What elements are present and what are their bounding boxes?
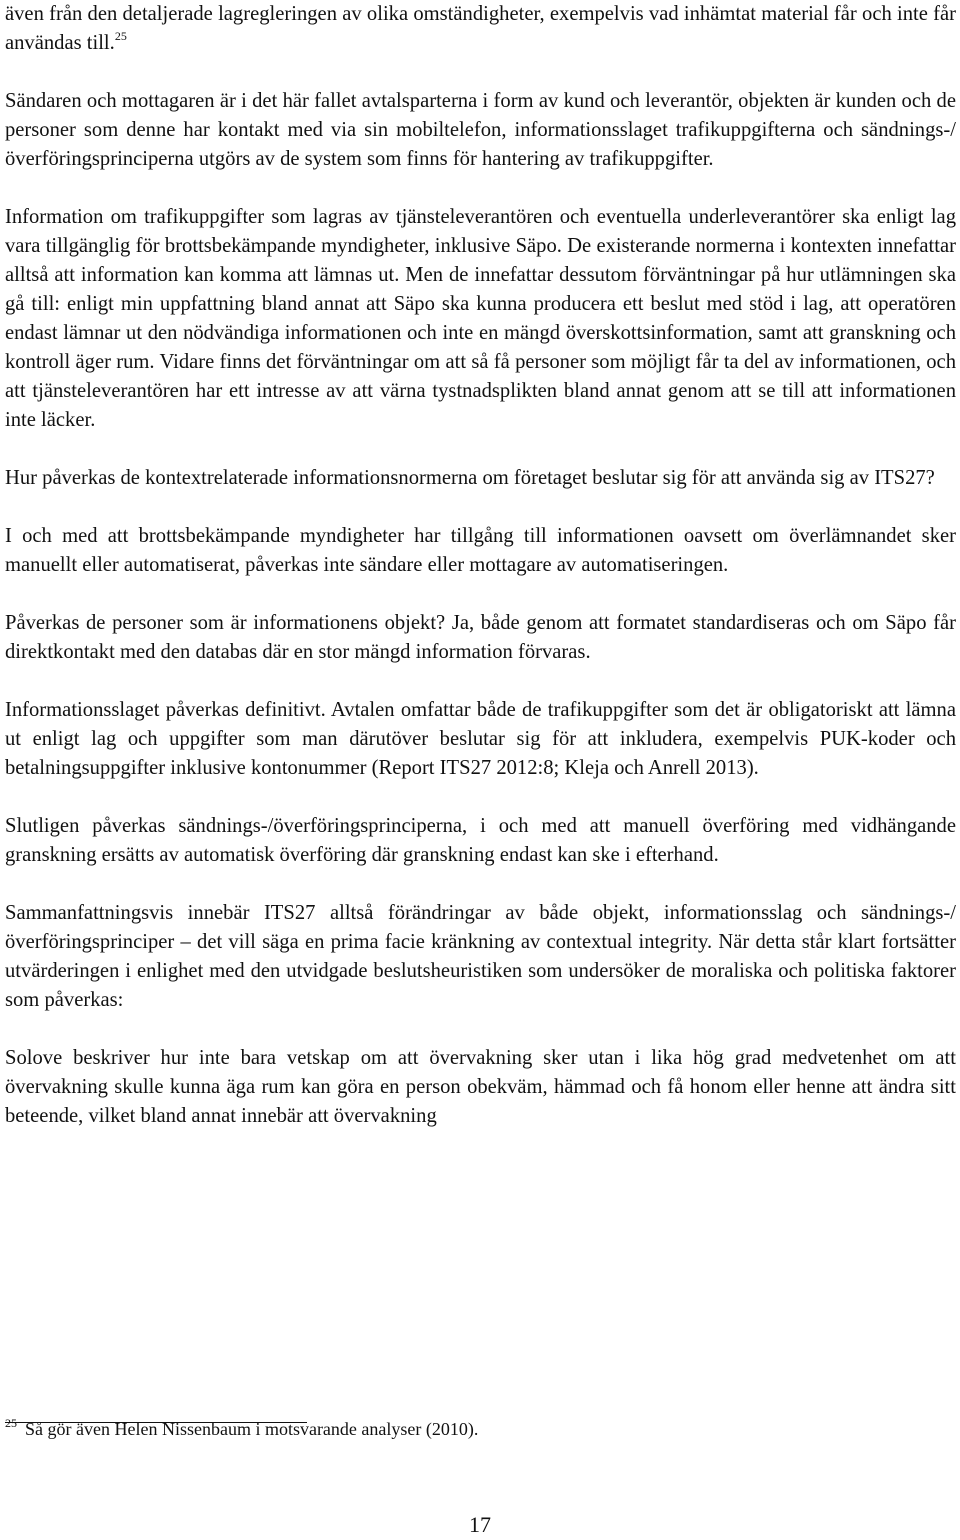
paragraph-information-norms: Information om trafikuppgifter som lagras av tjänsteleverantören och eventuella underleverantörer ska enligt lag vara tillgänglig för brottsbekämpande myndigheter, inklusive Säpo. De existerande normerna i kontexten innefattar alltså att information kan komma att lämnas ut. Men de innefattar dessutom förväntningar på hur utlämningen ska gå till: enligt min uppfattning bland annat att Säpo ska kunna producera ett beslut med stöd i lag, att operatören endast lämnar ut den nödvändiga informationen och inte en mängd överskottsinformation, samt att granskning och kontroll äger rum. Vidare finns det förväntningar om att så få personer som möjligt får ta del av informationen, och att tjänsteleverantören har ett intresse av att värna tystnadsplikten bland annat genom att se till att informationen inte läcker. (5, 206, 956, 431)
page-body (5, 0, 956, 1131)
paragraph-summary: Sammanfattningsvis innebär ITS27 alltså förändringar av både objekt, informationsslag och sändnings-/överföringsprinciper – det vill säga en prima facie kränkning av contextual integrity. När detta står klart fortsätter utvärderingen i enlighet med den utvidgade beslutsheuristiken som undersöker de moraliska och politiska faktorer som påverkas: (5, 902, 956, 1011)
paragraph-continuation: även från den detaljerade lagregleringen av olika omständigheter, exempelvis vad inhämtat material får och inte får användas till.$^{25}$ (5, 3, 956, 54)
footnote-number: 25 (5, 1416, 17, 1430)
footnote (5, 1410, 478, 1442)
footnote-text: Så gör även Helen Nissenbaum i motsvarande analyser (2010). (25, 1419, 479, 1439)
footnote-reference[interactable]: 25 (114, 29, 127, 43)
paragraph-parties: Sändaren och mottagaren är i det här fallet avtalsparterna i form av kund och leverantör, objekten är kunden och de personer som denne har kontakt med via sin mobiltelefon, informationsslaget trafikuppgifterna och sändnings-/överföringsprinciperna utgörs av de system som finns för hantering av trafikuppgifter. (5, 90, 956, 170)
paragraph-objects: Påverkas de personer som är informationens objekt? Ja, både genom att formatet standardiseras och om Säpo får direktkontakt med den databas där en stor mängd information förvaras. (5, 612, 956, 663)
paragraph-sender-receiver: I och med att brottsbekämpande myndigheter har tillgång till informationen oavsett om överlämnandet sker manuellt eller automatiserat, påverkas inte sändare eller mottagare av automatiseringen. (5, 525, 956, 576)
page-number: 17 (469, 1512, 491, 1537)
paragraph-information-type: Informationsslaget påverkas definitivt. Avtalen omfattar både de trafikuppgifter som det är obligatoriskt att lämna ut enligt lag och uppgifter som man därutöver beslutar sig för att inkludera, exempelvis PUK-koder och betalningsuppgifter inklusive kontonummer (Report ITS27 2012:8; Kleja och Anrell 2013). (5, 699, 956, 779)
paragraph-solove: Solove beskriver hur inte bara vetskap om att övervakning sker utan i lika hög grad medvetenhet om att övervakning skulle kunna äga rum kan göra en person obekväm, hämmad och få honom eller henne att ändra sitt beteende, vilket bland annat innebär att övervakning (5, 1047, 956, 1127)
paragraph-transmission-principles: Slutligen påverkas sändnings-/överföringsprinciperna, i och med att manuell överföring med vidhängande granskning ersätts av automatisk överföring där granskning endast kan ske i efterhand. (5, 815, 956, 866)
paragraph-question: Hur påverkas de kontextrelaterade informationsnormerna om företaget beslutar sig för att använda sig av ITS27? (5, 467, 935, 489)
